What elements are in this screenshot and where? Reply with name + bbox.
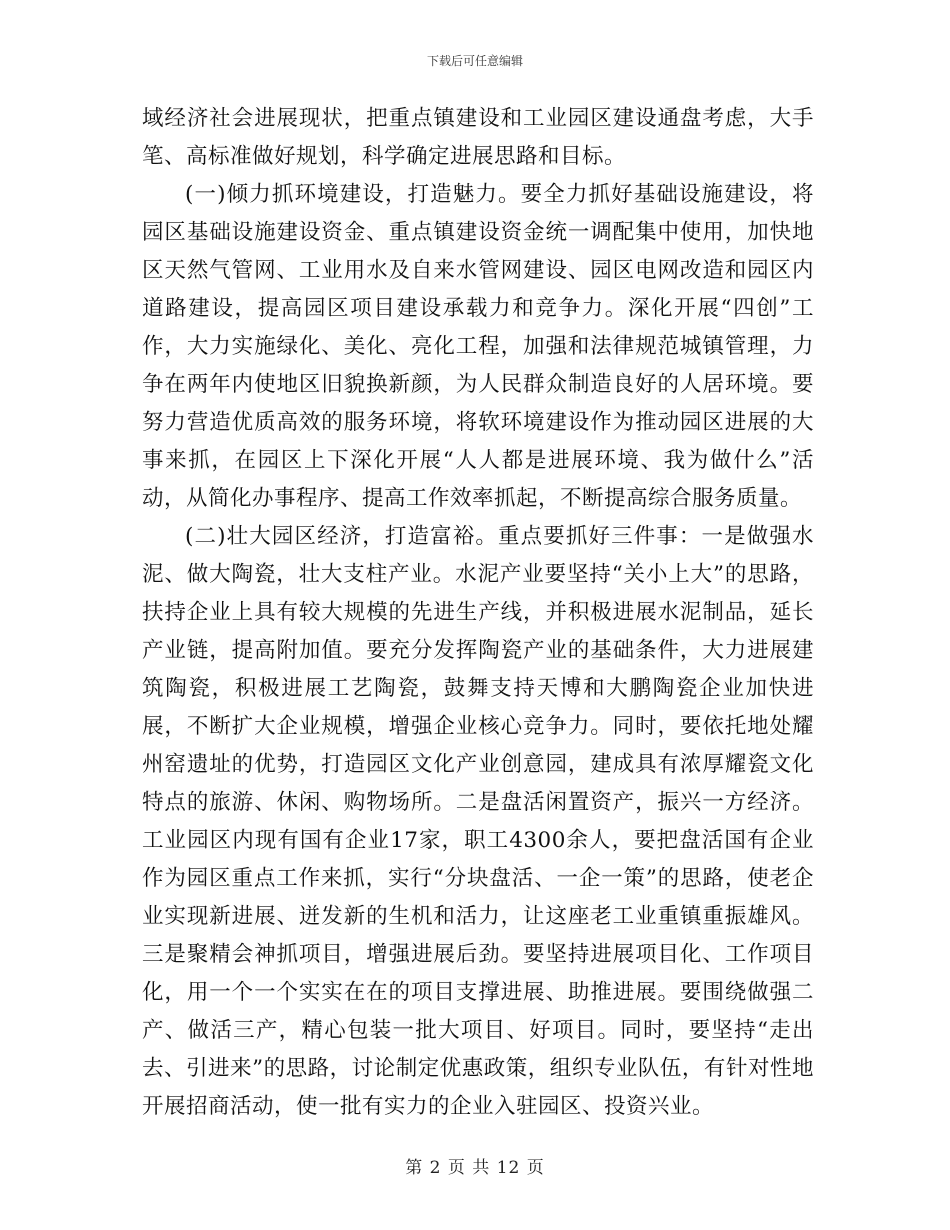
- paragraph-continuation: 域经济社会进展现状，把重点镇建设和工业园区建设通盘考虑，大手笔、高标准做好规划，科学确定进展思路和目标。: [142, 106, 814, 169]
- paragraph-environment: (一)倾力抓环境建设，打造魅力。要全力抓好基础设施建设，将园区基础设施建设资金、重点镇建设资金统一调配集中使用，加快地区天然气管网、工业用水及自来水管网建设、园区电网改造和园区内道路建设，提高园区项目建设承载力和竞争力。深化开展“四创”工作，大力实施绿化、美化、亮化工程，加强和法律规范城镇管理，力争在两年内使地区旧貌换新颜，为人民群众制造良好的人居环境。要努力营造优质高效的服务环境，将软环境建设作为推动园区进展的大事来抓，在园区上下深化开展“人人都是进展环境、我为做什么”活动，从简化办事程序、提高工作效率抓起，不断提高综合服务质量。: [142, 182, 814, 511]
- page-header-note: 下载后可任意编辑: [426, 54, 523, 68]
- page-number: 第 2 页 共 12 页: [405, 1158, 545, 1178]
- document-body: [142, 100, 814, 1126]
- paragraph-economy: (二)壮大园区经济，打造富裕。重点要抓好三件事：一是做强水泥、做大陶瓷，壮大支柱产业。水泥产业要坚持“关小上大”的思路，扶持企业上具有较大规模的先进生产线，并积极进展水泥制品，延长产业链，提高附加值。要充分发挥陶瓷产业的基础条件，大力进展建筑陶瓷，积极进展工艺陶瓷，鼓舞支持天博和大鹏陶瓷企业加快进展，不断扩大企业规模，增强企业核心竞争力。同时，要依托地处耀州窑遗址的优势，打造园区文化产业创意园，建成具有浓厚耀瓷文化特点的旅游、休闲、购物场所。二是盘活闲置资产，振兴一方经济。工业园区内现有国有企业17家，职工4300余人，要把盘活国有企业作为园区重点工作来抓，实行“分块盘活、一企一策”的思路，使老企业实现新进展、迸发新的生机和活力，让这座老工业重镇重振雄风。三是聚精会神抓项目，增强进展后劲。要坚持进展项目化、工作项目化，用一个一个实实在在的项目支撑进展、助推进展。要围绕做强二产、做活三产，精心包装一批大项目、好项目。同时，要坚持“走出去、引进来”的思路，讨论制定优惠政策，组织专业队伍，有针对性地开展招商活动，使一批有实力的企业入驻园区、投资兴业。: [142, 524, 814, 1119]
